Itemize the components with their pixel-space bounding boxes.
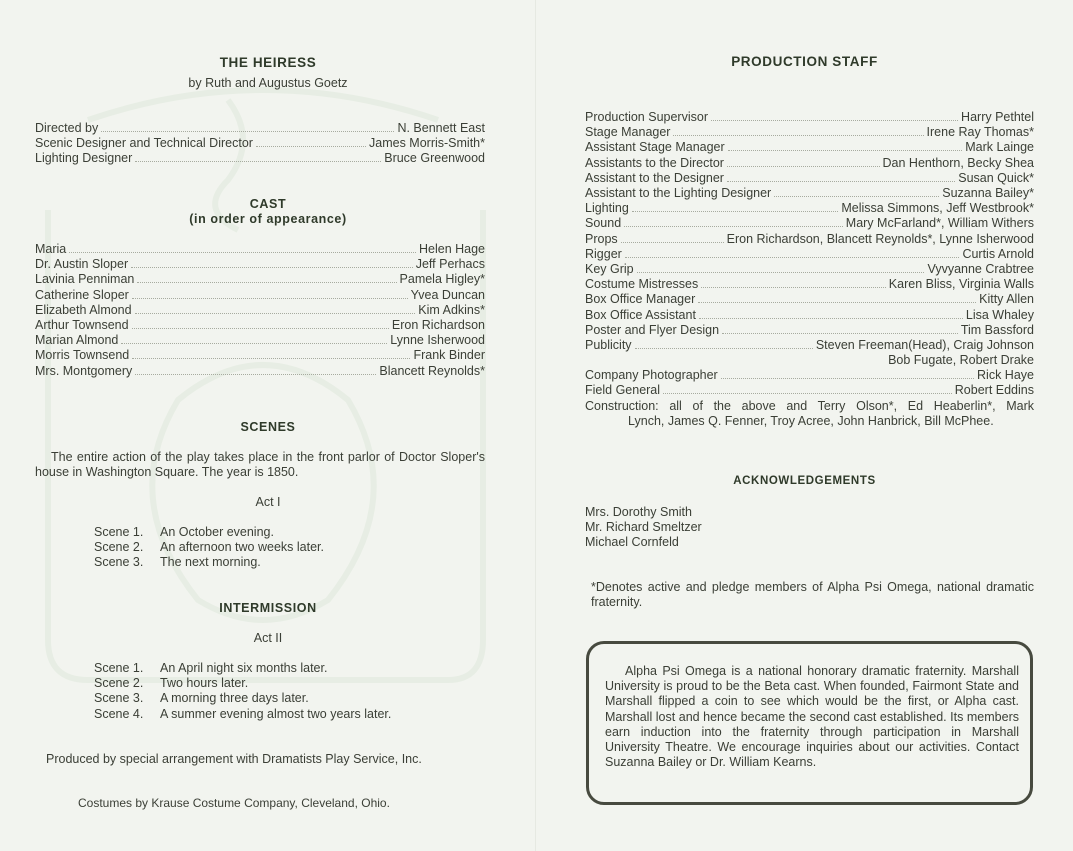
- staff-row: [585, 125, 1034, 140]
- dot-leader: [69, 252, 416, 253]
- credit-row: [35, 136, 485, 151]
- staff-row: [585, 216, 1034, 231]
- staff-role: Rigger: [585, 246, 622, 261]
- cast-name: Frank Binder: [413, 348, 485, 363]
- dot-leader: [135, 374, 376, 375]
- cast-name: Blancett Reynolds*: [379, 363, 485, 378]
- dot-leader: [727, 181, 955, 182]
- dot-leader: [698, 302, 976, 303]
- dot-leader: [135, 313, 416, 314]
- staff-name: Eron Richardson, Blancett Reynolds*, Lynne Isherwood: [726, 231, 1034, 246]
- staff-role: Lighting: [585, 201, 629, 216]
- staff-name: Melissa Simmons, Jeff Westbrook*: [841, 201, 1034, 216]
- cast-role: Mrs. Montgomery: [35, 363, 133, 378]
- staff-name: Tim Bassford: [960, 322, 1034, 337]
- staff-row: [585, 171, 1034, 186]
- credit-role: Lighting Designer: [35, 151, 133, 166]
- staff-row: [585, 110, 1034, 125]
- cast-name: Pamela Higley*: [399, 272, 485, 287]
- cast-row: [35, 303, 485, 318]
- staff-name: Karen Bliss, Virginia Walls: [888, 277, 1034, 292]
- staff-role: Assistants to the Director: [585, 155, 724, 170]
- scene-row: [94, 555, 324, 570]
- scene-description: The next morning.: [160, 555, 261, 570]
- staff-list: [585, 110, 1034, 353]
- costumes-note: Costumes by Krause Costume Company, Cleveland, Ohio.: [78, 796, 390, 810]
- cast-role: Arthur Townsend: [35, 318, 129, 333]
- scene-description: A morning three days later.: [160, 691, 309, 706]
- acknowledgements-heading: ACKNOWLEDGEMENTS: [733, 475, 876, 487]
- staff-role: Box Office Assistant: [585, 307, 696, 322]
- credit-name: N. Bennett East: [397, 121, 485, 135]
- dot-leader: [135, 161, 381, 162]
- scene-row: [94, 676, 391, 691]
- publicity-continuation-wrap: [585, 353, 1034, 368]
- staff-role: Field General: [585, 383, 661, 398]
- dot-leader: [721, 378, 974, 379]
- scene-row: [94, 691, 391, 706]
- scene-number: Scene 3.: [94, 691, 144, 706]
- footnote: *Denotes active and pledge members of Alpha Psi Omega, national dramatic fraternity.: [591, 580, 1034, 610]
- dot-leader: [131, 267, 413, 268]
- dot-leader: [701, 287, 886, 288]
- scene-description: An October evening.: [160, 525, 274, 539]
- staff-name: Steven Freeman(Head), Craig Johnson: [815, 338, 1034, 353]
- staff-row: [585, 140, 1034, 155]
- staff-list-2: [585, 368, 1034, 398]
- publicity-continuation: Bob Fugate, Robert Drake: [888, 353, 1034, 367]
- dot-leader: [722, 333, 958, 334]
- credit-row: [35, 151, 485, 166]
- cast-name: Jeff Perhacs: [415, 257, 485, 272]
- dot-leader: [132, 298, 408, 299]
- cast-name: Helen Hage: [418, 242, 485, 256]
- cast-role: Morris Townsend: [35, 348, 130, 363]
- staff-row: [585, 308, 1034, 323]
- staff-role: Assistant Stage Manager: [585, 140, 725, 155]
- dot-leader: [727, 166, 880, 167]
- alpha-psi-omega-box: [586, 641, 1033, 805]
- dot-leader: [632, 211, 839, 212]
- production-staff-heading: PRODUCTION STAFF: [731, 54, 878, 69]
- staff-name: Irene Ray Thomas*: [926, 125, 1034, 140]
- dot-leader: [699, 318, 963, 319]
- staff-role: Company Photographer: [585, 368, 718, 382]
- act1-heading: Act I: [255, 495, 281, 509]
- scene-number: Scene 2.: [94, 676, 144, 691]
- right-page: [536, 0, 1073, 851]
- dot-leader: [624, 226, 843, 227]
- acknowledgement-item: Michael Cornfeld: [585, 535, 679, 550]
- dot-leader: [635, 348, 813, 349]
- staff-row: [585, 323, 1034, 338]
- cast-row: [35, 348, 485, 363]
- staff-role: Production Supervisor: [585, 110, 708, 124]
- scene-description: An afternoon two weeks later.: [160, 540, 324, 555]
- scene-description: Two hours later.: [160, 676, 249, 691]
- staff-name: Vyvyanne Crabtree: [927, 262, 1034, 277]
- credit-role: Scenic Designer and Technical Director: [35, 136, 253, 151]
- dot-leader: [132, 328, 389, 329]
- act2-heading: Act II: [253, 631, 283, 645]
- cast-list: [35, 242, 485, 379]
- credit-name: James Morris-Smith*: [369, 136, 485, 151]
- staff-row: [585, 232, 1034, 247]
- act1-scenes: [94, 525, 324, 571]
- dot-leader: [663, 393, 952, 394]
- intermission-heading: INTERMISSION: [219, 601, 317, 615]
- staff-name: Susan Quick*: [958, 170, 1034, 185]
- scene-number: Scene 3.: [94, 555, 144, 570]
- acknowledgement-item: Mrs. Dorothy Smith: [585, 505, 692, 519]
- staff-row: [585, 262, 1034, 277]
- staff-name: Mark Lainge: [965, 140, 1034, 155]
- staff-name: Suzanna Bailey*: [942, 186, 1034, 201]
- dot-leader: [711, 120, 958, 121]
- scenes-description: The entire action of the play takes place in the front parlor of Doctor Sloper's house in Washington Square. The year is 1850.: [35, 450, 485, 480]
- dot-leader: [637, 272, 925, 273]
- cast-name: Kim Adkins*: [418, 302, 485, 317]
- cast-row: [35, 242, 485, 257]
- cast-role: Maria: [35, 242, 67, 256]
- staff-row: [585, 156, 1034, 171]
- staff-row: [585, 338, 1034, 353]
- credit-role: Directed by: [35, 121, 99, 135]
- cast-role: Lavinia Penniman: [35, 272, 135, 287]
- staff-row: [585, 292, 1034, 307]
- cast-row: [35, 288, 485, 303]
- scene-description: An April night six months later.: [160, 661, 328, 675]
- scene-row: [94, 661, 391, 676]
- scene-number: Scene 2.: [94, 540, 144, 555]
- staff-name: Dan Henthorn, Becky Shea: [882, 155, 1034, 170]
- credit-row: [35, 121, 485, 136]
- dot-leader: [621, 242, 724, 243]
- construction-line-2: Lynch, James Q. Fenner, Troy Acree, John Hanbrick, Bill McPhee.: [628, 414, 994, 429]
- dot-leader: [256, 146, 366, 147]
- credits-list: [35, 121, 485, 167]
- staff-role: Assistant to the Lighting Designer: [585, 186, 772, 201]
- staff-name: Kitty Allen: [979, 292, 1034, 307]
- dot-leader: [728, 150, 963, 151]
- cast-subheading: (in order of appearance): [189, 212, 347, 226]
- act2-scenes: [94, 661, 391, 722]
- construction-credit: [585, 399, 1034, 429]
- cast-row: [35, 272, 485, 287]
- staff-name: Curtis Arnold: [962, 246, 1034, 261]
- scene-row: [94, 540, 324, 555]
- staff-name: Harry Pethtel: [961, 110, 1034, 124]
- staff-role: Publicity: [585, 338, 632, 353]
- scenes-heading: SCENES: [240, 420, 296, 434]
- left-page: [0, 0, 536, 851]
- scene-description: A summer evening almost two years later.: [160, 706, 392, 721]
- play-title: THE HEIRESS: [219, 55, 317, 70]
- staff-row: [585, 277, 1034, 292]
- dot-leader: [673, 135, 923, 136]
- staff-name: Robert Eddins: [954, 383, 1034, 398]
- cast-role: Catherine Sloper: [35, 287, 129, 302]
- cast-heading: CAST: [249, 197, 287, 211]
- scene-row: [94, 525, 324, 540]
- cast-row: [35, 318, 485, 333]
- acknowledgements-list: [585, 505, 1034, 551]
- staff-role: Props: [585, 231, 618, 246]
- dot-leader: [132, 358, 410, 359]
- scene-number: Scene 4.: [94, 706, 144, 721]
- dot-leader: [101, 131, 394, 132]
- staff-role: Assistant to the Designer: [585, 170, 724, 185]
- alpha-psi-omega-text: Alpha Psi Omega is a national honorary dramatic fraternity. Marshall University is proud to be the Beta cast. When founded, Fairmont State and Marshall flipped a coin to see which would be the first, or Alpha cast. Marshall lost and hence became the second cast established. Its members earn induction into the fraternity through participation in Marshall University Theatre. We encourage inquiries about our activities. Contact Suzanna Bailey or Dr. William Kearns.: [605, 664, 1019, 770]
- dot-leader: [625, 257, 960, 258]
- cast-name: Eron Richardson: [391, 318, 485, 333]
- dot-leader: [774, 196, 939, 197]
- staff-name: Lisa Whaley: [965, 307, 1034, 322]
- cast-role: Elizabeth Almond: [35, 302, 132, 317]
- cast-row: [35, 257, 485, 272]
- acknowledgement-item: Mr. Richard Smeltzer: [585, 520, 702, 535]
- staff-role: Stage Manager: [585, 125, 671, 140]
- staff-row: [585, 247, 1034, 262]
- cast-row: [35, 333, 485, 348]
- scene-number: Scene 1.: [94, 661, 144, 675]
- cast-name: Lynne Isherwood: [390, 333, 485, 348]
- cast-row: [35, 364, 485, 379]
- staff-name: Rick Haye: [977, 368, 1034, 382]
- scene-number: Scene 1.: [94, 525, 144, 539]
- staff-name: Mary McFarland*, William Withers: [845, 216, 1034, 231]
- staff-row: [585, 186, 1034, 201]
- staff-role: Poster and Flyer Design: [585, 322, 720, 337]
- play-byline: by Ruth and Augustus Goetz: [188, 76, 348, 90]
- staff-row: [585, 201, 1034, 216]
- staff-role: Key Grip: [585, 262, 634, 277]
- scene-row: [94, 707, 391, 722]
- dot-leader: [137, 282, 396, 283]
- staff-role: Box Office Manager: [585, 292, 696, 307]
- dot-leader: [121, 343, 387, 344]
- staff-row: [585, 383, 1034, 398]
- cast-name: Yvea Duncan: [410, 287, 485, 302]
- produced-by-note: Produced by special arrangement with Dramatists Play Service, Inc.: [46, 752, 422, 766]
- staff-row: [585, 368, 1034, 383]
- construction-line-1: Construction: all of the above and Terry Olson*, Ed Heaberlin*, Mark: [585, 399, 1034, 413]
- credit-name: Bruce Greenwood: [384, 151, 485, 166]
- staff-role: Costume Mistresses: [585, 277, 699, 292]
- cast-role: Dr. Austin Sloper: [35, 257, 129, 272]
- cast-role: Marian Almond: [35, 333, 119, 348]
- staff-role: Sound: [585, 216, 622, 231]
